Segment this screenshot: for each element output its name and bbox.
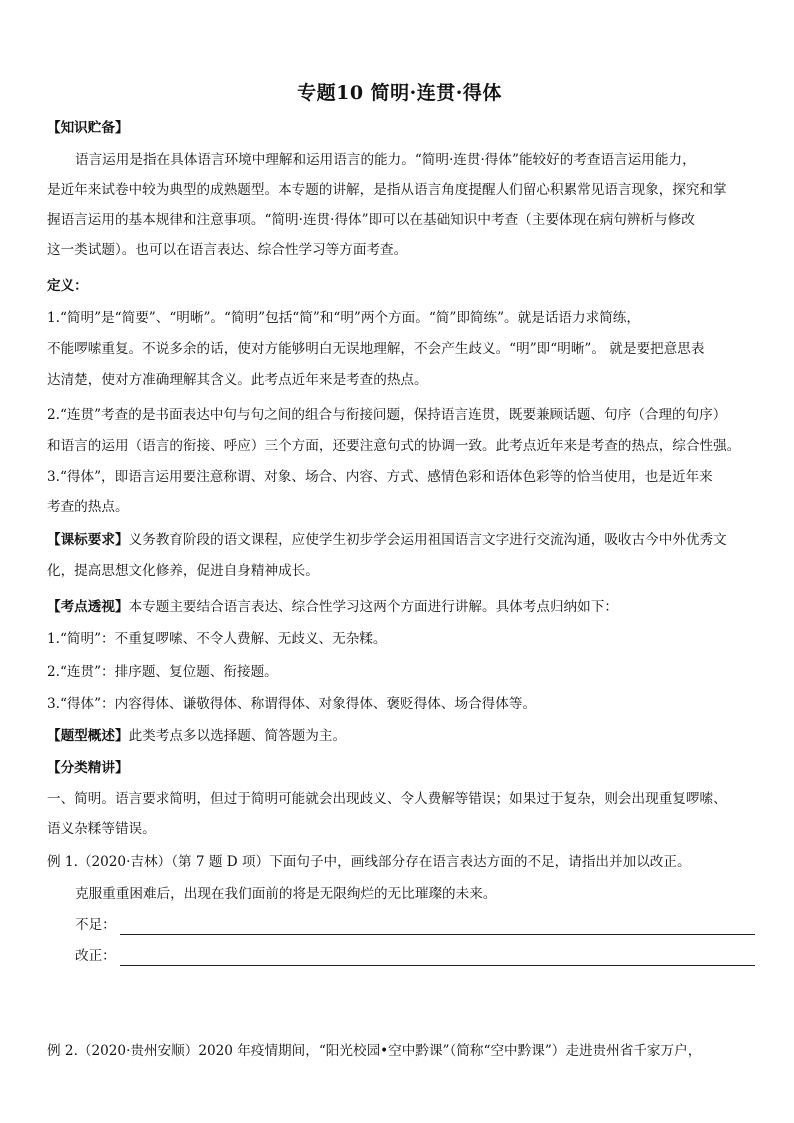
kaodian-item: 2.“连贯”：排序题、复位题、衔接题。 xyxy=(47,664,278,680)
gaizheng-answer-line[interactable] xyxy=(120,951,755,966)
dingyi-heading: 定义： xyxy=(47,278,88,294)
dingyi-line: 考查的热点。 xyxy=(47,499,129,515)
kebiao-text: 义务教育阶段的语文课程，应使学生初步学会运用祖国语言文字进行交流沟通，吸收古今中外优秀文 xyxy=(128,532,727,548)
fenlei-line: 语义杂糅等错误。 xyxy=(47,821,156,837)
tixing-paragraph xyxy=(47,726,752,746)
example1-stem: 例 1.（2020·吉林）（第 7 题 D 项）下面句子中，画线部分存在语言表达方面的不足，请指出并加以改正。 xyxy=(47,854,691,870)
buzu-answer-line[interactable] xyxy=(120,920,755,935)
fenlei-heading: 【分类精讲】 xyxy=(47,760,129,776)
dingyi-line: 1.“简明”是“简要”、“明晰”。“简明”包括“简”和“明”两个方面。“简”即简练”。就是话语力求简练， xyxy=(47,310,640,326)
zhishi-heading: 【知识贮备】 xyxy=(47,120,129,136)
zhishi-line: 是近年来试卷中较为典型的成熟题型。本专题的讲解，是指从语言角度提醒人们留心积累常见语言现象，探究和掌 xyxy=(47,182,727,198)
kaodian-item: 1.“简明”：不重复啰嗦、不令人费解、无歧义、无杂糅。 xyxy=(47,631,387,647)
buzu-answer-row xyxy=(75,915,755,935)
dingyi-line: 达清楚，使对方准确理解其含义。此考点近年来是考查的热点。 xyxy=(47,372,428,388)
tixing-heading: 【题型概述】 xyxy=(47,728,129,744)
dingyi-line: 不能啰嗦重复。不说多余的话，使对方能够明白无误地理解，不会产生歧义。“明”即“明晰”。 就是要把意思表 xyxy=(47,341,705,357)
kebiao-line: 化，提高思想文化修养，促进自身精神成长。 xyxy=(47,563,319,579)
kebiao-paragraph xyxy=(47,530,752,550)
tixing-text: 此类考点多以选择题、简答题为主。 xyxy=(128,728,347,744)
kebiao-heading: 【课标要求】 xyxy=(47,532,129,548)
gaizheng-answer-row xyxy=(75,946,755,966)
kaodian-intro: 本专题主要结合语言表达、综合性学习这两个方面进行讲解。具体考点归纳如下： xyxy=(128,599,618,615)
kaodian-heading: 【考点透视】 xyxy=(47,599,129,615)
dingyi-line: 和语言的运用（语言的衔接、呼应）三个方面，还要注意句式的协调一致。此考点近年来是考查的热点，综合性强。 xyxy=(47,438,741,454)
zhishi-line: 握语言运用的基本规律和注意事项。“简明·连贯·得体”即可以在基础知识中考查（主要体现在病句辨析与修改 xyxy=(47,212,695,228)
kaodian-item: 3.“得体”：内容得体、谦敬得体、称谓得体、对象得体、褒贬得体、场合得体等。 xyxy=(47,696,537,712)
page-title: 专题10 简明·连贯·得体 xyxy=(297,82,502,104)
dingyi-line: 3.“得体”，即语言运用要注意称谓、对象、场合、内容、方式、感情色彩和语体色彩等的恰当使用，也是近年来 xyxy=(47,469,713,485)
gaizheng-label: 改正： xyxy=(75,948,116,964)
dingyi-line: 2.“连贯”考查的是书面表达中句与句之间的组合与衔接问题，保持语言连贯，既要兼顾话题、句序（合理的句序） xyxy=(47,407,727,423)
zhishi-line: 这一类试题）。也可以在语言表达、综合性学习等方面考查。 xyxy=(47,242,408,258)
kaodian-paragraph xyxy=(47,597,752,617)
example2-stem: 例 2.（2020·贵州安顺）2020 年疫情期间，“阳光校园•空中黔课”（简称“空中黔课”）走进贵州省千家万户， xyxy=(47,1043,702,1059)
zhishi-line: 语言运用是指在具体语言环境中理解和运用语言的能力。“简明·连贯·得体”能较好的考查语言运用能力， xyxy=(75,152,696,168)
example1-sentence: 克服重重困难后，出现在我们面前的将是无限绚烂的无比璀璨的未来。 xyxy=(75,886,497,902)
fenlei-line: 一、简明。语言要求简明，但过于简明可能就会出现歧义、令人费解等错误；如果过于复杂，则会出现重复啰嗦、 xyxy=(47,791,727,807)
buzu-label: 不足： xyxy=(75,917,116,933)
